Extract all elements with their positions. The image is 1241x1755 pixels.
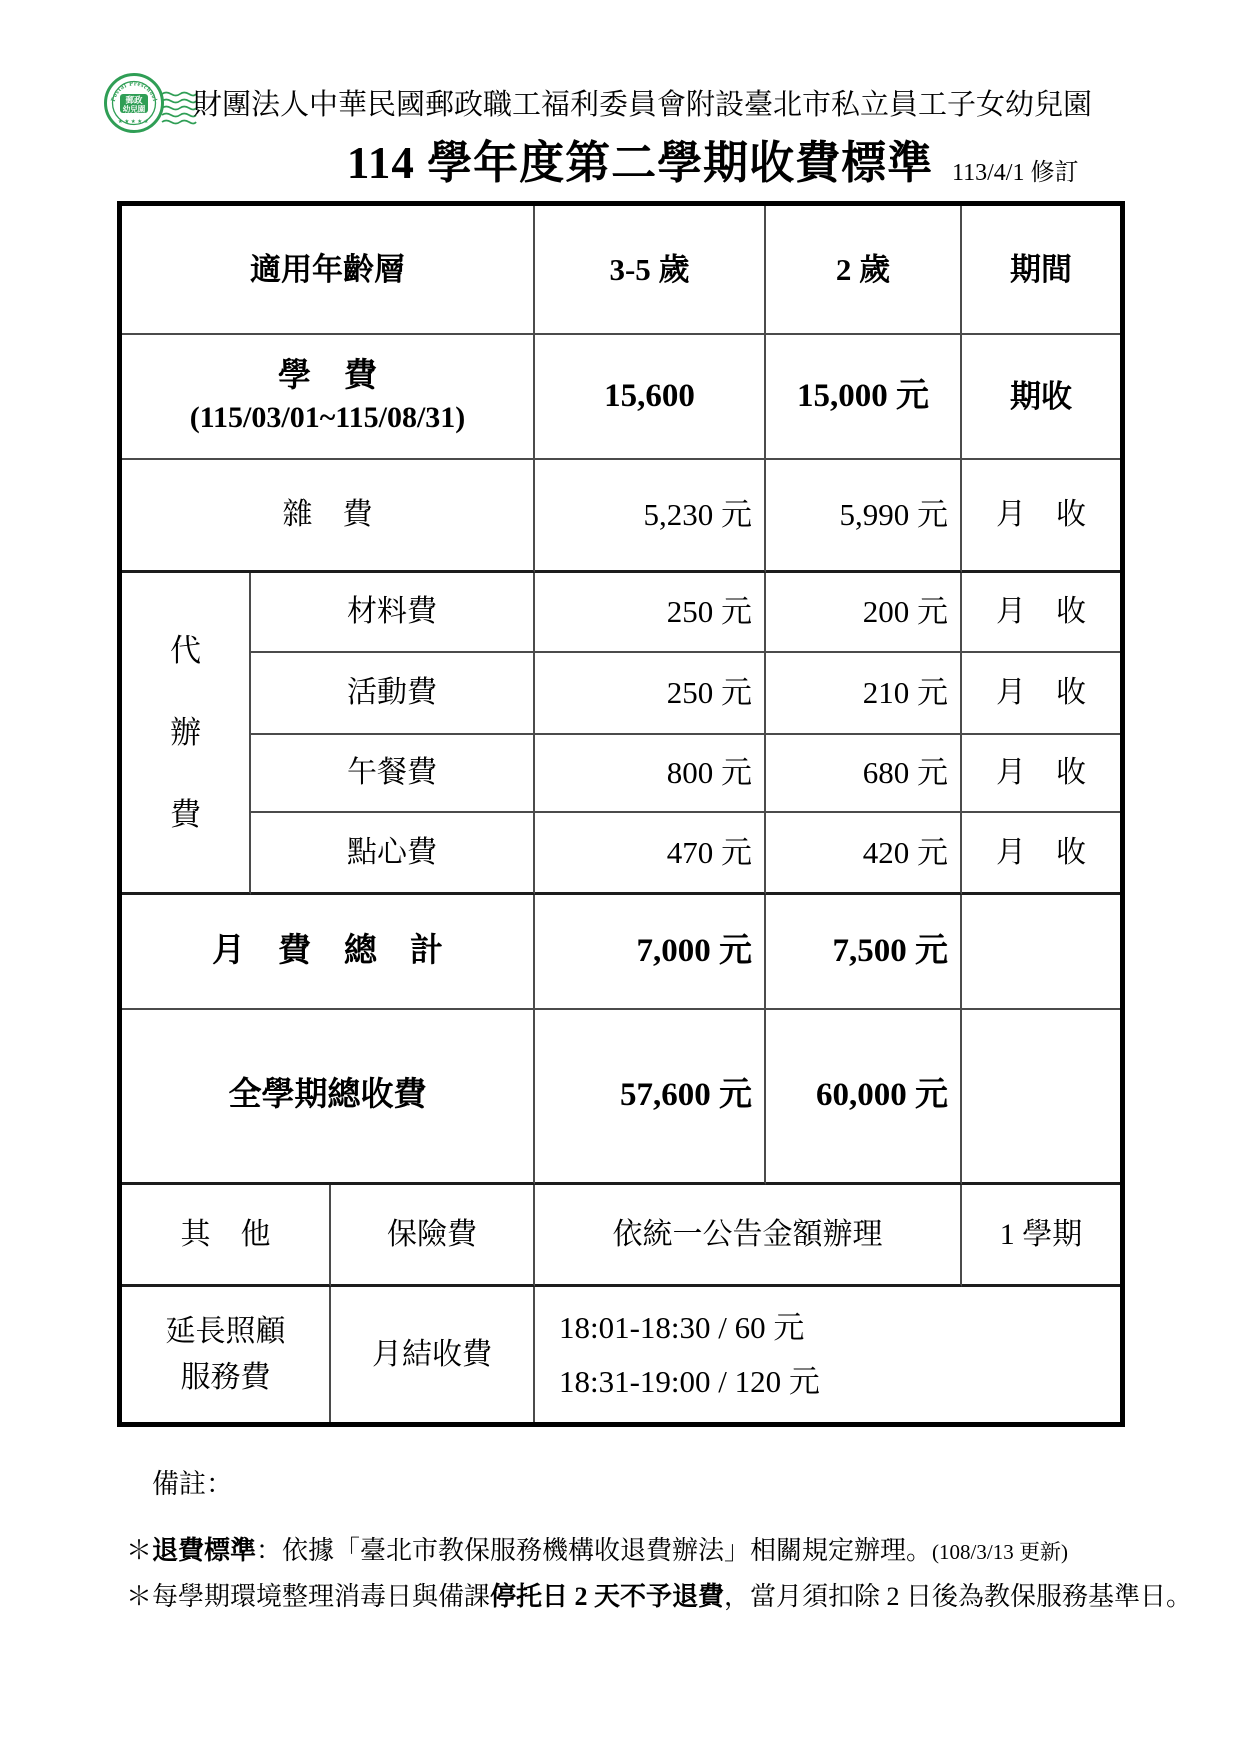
misc-fee-period: 月 收 (962, 460, 1120, 573)
extended-care-billing-label: 月結收費 (331, 1287, 535, 1422)
refund-policy-update-date: (108/3/13 更新) (932, 1540, 1068, 1564)
disinfection-day-note (126, 1576, 1192, 1613)
note-asterisk: ＊ (126, 1582, 153, 1611)
logo-text-line1: 郵政 (125, 95, 143, 105)
snack-fee-3-5: 470 元 (535, 813, 766, 895)
agency-char-2: 辦 (170, 714, 201, 750)
monthly-total-2: 7,500 元 (766, 895, 962, 1010)
misc-fee-3-5: 5,230 元 (535, 460, 766, 573)
disinfection-note-post: ，當月須扣除 2 日後為教保服務基準日。 (724, 1582, 1193, 1611)
stamp-logo-icon (103, 72, 165, 134)
lunch-fee-3-5: 800 元 (535, 735, 766, 813)
extended-care-rate-1: 18:01-18:30 / 60 元 (559, 1310, 805, 1346)
tuition-date-range: (115/03/01~115/08/31) (189, 401, 466, 435)
logo-arc-text: Postal Preschool (109, 80, 159, 103)
agency-char-1: 代 (170, 632, 201, 668)
lunch-fee-2: 680 元 (766, 735, 962, 813)
remarks-heading: 備註： (152, 1469, 233, 1499)
semester-total-2: 60,000 元 (766, 1010, 962, 1185)
extended-care-label-line1: 延長照顧 (165, 1314, 286, 1348)
semester-total-3-5: 57,600 元 (535, 1010, 766, 1185)
materials-fee-label: 材料費 (251, 573, 535, 653)
extended-care-rate-2: 18:31-19:00 / 120 元 (559, 1363, 820, 1399)
extended-care-rates-cell (535, 1287, 1120, 1422)
monthly-total-period-empty (962, 895, 1120, 1010)
tuition-fee-2: 15,000 元 (766, 335, 962, 460)
snack-fee-2: 420 元 (766, 813, 962, 895)
preschool-stamp-logo (103, 72, 165, 134)
extended-care-label-line2: 服務費 (180, 1360, 271, 1394)
snack-fee-period: 月 收 (962, 813, 1120, 895)
agency-fee-vertical-label (122, 573, 251, 895)
materials-fee-3-5: 250 元 (535, 573, 766, 653)
extended-care-label-cell (122, 1287, 331, 1422)
monthly-total-label: 月 費 總 計 (122, 895, 535, 1010)
snack-fee-label: 點心費 (251, 813, 535, 895)
tuition-label-cell (122, 335, 535, 460)
logo-stars: ★★★★★ (117, 119, 151, 125)
refund-policy-text: ：依據「臺北市教保服務機構收退費辦法」相關規定辦理。 (256, 1536, 933, 1565)
semester-total-label: 全學期總收費 (122, 1010, 535, 1185)
tuition-label: 學 費 (278, 357, 377, 394)
organization-name: 財團法人中華民國郵政職工福利委員會附設臺北市私立員工子女幼兒園 (193, 89, 1093, 121)
other-label: 其 他 (122, 1185, 331, 1287)
activity-fee-period: 月 收 (962, 653, 1120, 735)
activity-fee-label: 活動費 (251, 653, 535, 735)
monthly-total-3-5: 7,000 元 (535, 895, 766, 1010)
insurance-fee-label: 保險費 (331, 1185, 535, 1287)
header-period: 期間 (962, 206, 1120, 335)
header-age-2: 2 歲 (766, 206, 962, 335)
activity-fee-3-5: 250 元 (535, 653, 766, 735)
lunch-fee-label: 午餐費 (251, 735, 535, 813)
header-age-3-5: 3-5 歲 (535, 206, 766, 335)
materials-fee-period: 月 收 (962, 573, 1120, 653)
refund-policy-label: 退費標準 (152, 1536, 257, 1565)
disinfection-note-bold: 停托日 2 天不予退費 (490, 1582, 725, 1611)
materials-fee-2: 200 元 (766, 573, 962, 653)
fee-table (117, 201, 1125, 1427)
note-asterisk: ＊ (126, 1536, 153, 1565)
header-age-label: 適用年齡層 (122, 206, 535, 335)
misc-fee-2: 5,990 元 (766, 460, 962, 573)
logo-text-line2: 幼兒園 (122, 104, 146, 114)
tuition-period: 期收 (962, 335, 1120, 460)
disinfection-note-pre: 每學期環境整理消毒日與備課 (152, 1582, 491, 1611)
insurance-fee-value: 依統一公告金額辦理 (535, 1185, 962, 1287)
tuition-fee-3-5: 15,600 (535, 335, 766, 460)
insurance-fee-period: 1 學期 (962, 1185, 1120, 1287)
document-title: 114 學年度第二學期收費標準 (346, 138, 934, 188)
activity-fee-2: 210 元 (766, 653, 962, 735)
lunch-fee-period: 月 收 (962, 735, 1120, 813)
misc-fee-label: 雜 費 (122, 460, 535, 573)
agency-char-3: 費 (170, 796, 201, 832)
semester-total-period-empty (962, 1010, 1120, 1185)
revision-date: 113/4/1 修訂 (952, 160, 1079, 186)
refund-policy-note (126, 1530, 1068, 1567)
